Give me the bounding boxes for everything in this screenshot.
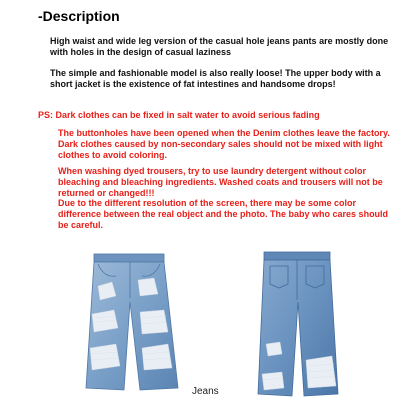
description-heading: -Description (38, 8, 120, 24)
color-difference-note: Due to the different resolution of the screen, there may be some color difference between the real object and the photo. The baby who cares should be careful. (58, 198, 389, 230)
description-paragraph-1: High waist and wide leg version of the casual hole jeans pants are mostly done with holes in the design of casual laziness (50, 36, 389, 57)
buttonhole-note: The buttonholes have been opened when the Denim clothes leave the factory. Dark clothes caused by non-secondary sales should not be mixed with light clothes to avoid coloring. (58, 128, 390, 160)
jeans-caption: Jeans (192, 386, 219, 397)
washing-note: When washing dyed trousers, try to use laundry detergent without color bleaching and bleaching ingredients. Washed coats and trousers will not be returned or changed!!! (58, 166, 383, 198)
description-paragraph-2: The simple and fashionable model is also really loose! The upper body with a short jacket is the existence of fat intestines and handsome drops! (50, 68, 381, 89)
jeans-front-image (80, 252, 190, 392)
jeans-back-image (252, 250, 344, 398)
ps-note: PS: Dark clothes can be fixed in salt water to avoid serious fading (38, 110, 320, 120)
